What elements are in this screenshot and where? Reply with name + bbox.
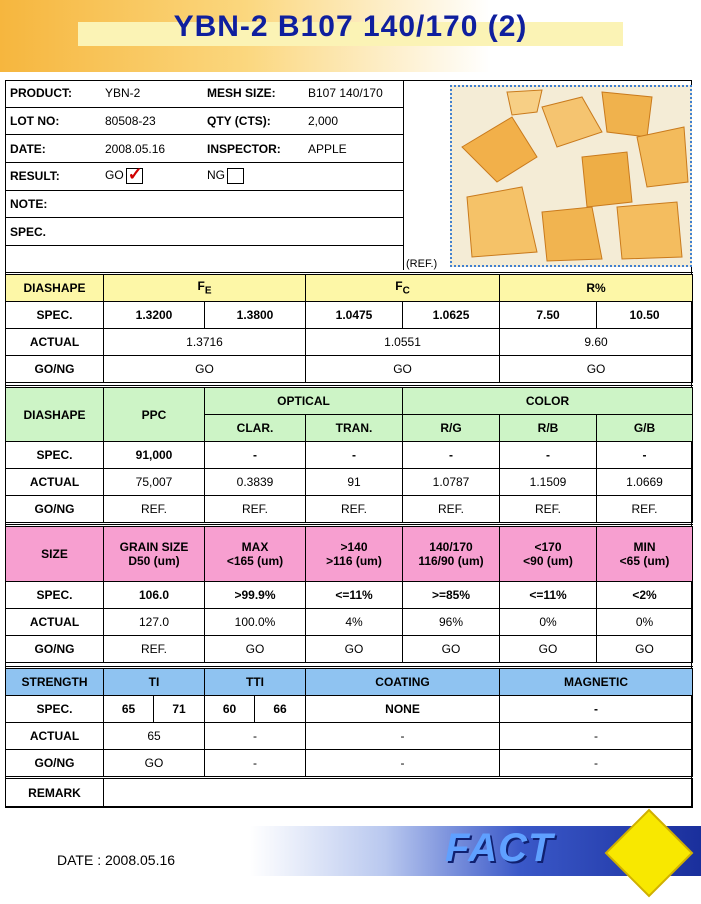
gong-cell: REF. — [104, 636, 205, 663]
row-label: ACTUAL — [6, 469, 104, 496]
actual-cell: 1.3716 — [104, 329, 306, 356]
table-optical-color — [5, 385, 693, 523]
gong-cell: - — [500, 750, 693, 778]
inspector-value: APPLE — [303, 135, 403, 163]
actual-cell: 75,007 — [104, 469, 205, 496]
spec-cell: NONE — [306, 696, 500, 723]
row-label: ACTUAL — [6, 609, 104, 636]
h-line1: MAX — [241, 540, 269, 554]
gong-cell: REF. — [500, 496, 597, 523]
go-checkbox[interactable] — [126, 164, 143, 185]
actual-cell: 1.0551 — [306, 329, 500, 356]
row-label: GO/NG — [6, 356, 104, 383]
h-line1: MIN — [633, 540, 656, 554]
color-header: COLOR — [403, 387, 693, 415]
actual-cell: 127.0 — [104, 609, 205, 636]
coating-header: COATING — [306, 668, 500, 696]
actual-cell: - — [205, 723, 306, 750]
note-label: NOTE: — [5, 190, 100, 218]
magnetic-header: MAGNETIC — [500, 668, 693, 696]
lot-label: LOT NO: — [5, 107, 100, 135]
spec-cell: 1.3800 — [205, 302, 306, 329]
sub-header: TRAN. — [306, 415, 403, 442]
r-header: R% — [500, 274, 693, 302]
gong-cell: GO — [104, 750, 205, 778]
row-label: GO/NG — [6, 636, 104, 663]
actual-cell: 1.1509 — [500, 469, 597, 496]
h-line1: GRAIN SIZE — [119, 540, 189, 554]
actual-cell: 91 — [306, 469, 403, 496]
row-label: GO/NG — [6, 750, 104, 778]
lot-value: 80508-23 — [100, 107, 202, 135]
page-title: YBN-2 B107 140/170 (2) — [173, 10, 528, 43]
size-col-header — [205, 526, 306, 582]
actual-cell: 1.0787 — [403, 469, 500, 496]
mesh-value: B107 140/170 — [303, 80, 403, 107]
size-col-header — [306, 526, 403, 582]
size-col-header — [500, 526, 597, 582]
table-strength — [5, 666, 693, 808]
result-ng — [202, 163, 303, 191]
qty-label: QTY (CTS): — [202, 107, 303, 135]
gong-cell: - — [205, 750, 306, 778]
spec-cell: - — [500, 442, 597, 469]
h-line2: 116/90 (um) — [418, 554, 484, 568]
spec-cell: >99.9% — [205, 582, 306, 609]
row-label: SPEC. — [6, 302, 104, 329]
row-label: GO/NG — [6, 496, 104, 523]
fe-sub: E — [204, 285, 212, 297]
inspector-label: INSPECTOR: — [202, 135, 303, 163]
actual-cell: 0% — [597, 609, 693, 636]
fe-header — [104, 274, 306, 302]
spec-cell: <2% — [597, 582, 693, 609]
h-line1: >140 — [340, 540, 368, 554]
fact-logo: FACT — [445, 826, 554, 870]
diashape-header: DIASHAPE — [6, 387, 104, 442]
gong-cell: GO — [403, 636, 500, 663]
spec-cell: 1.0475 — [306, 302, 403, 329]
tti-header: TTI — [205, 668, 306, 696]
info-table — [5, 80, 403, 273]
sub-header: R/G — [403, 415, 500, 442]
remark-value — [104, 778, 693, 808]
table-size — [5, 524, 693, 663]
ng-checkbox[interactable] — [227, 168, 244, 184]
optical-header: OPTICAL — [205, 387, 403, 415]
spec-cell: 60 — [205, 696, 255, 723]
actual-cell: 100.0% — [205, 609, 306, 636]
gong-cell: GO — [306, 356, 500, 383]
actual-cell: 1.0669 — [597, 469, 693, 496]
actual-cell: - — [500, 723, 693, 750]
gong-cell: GO — [306, 636, 403, 663]
spec-cell: - — [597, 442, 693, 469]
row-label: SPEC. — [6, 442, 104, 469]
spec-cell: 10.50 — [597, 302, 693, 329]
sub-header: R/B — [500, 415, 597, 442]
spec-cell: 71 — [154, 696, 205, 723]
qty-value: 2,000 — [303, 107, 403, 135]
row-label: ACTUAL — [6, 723, 104, 750]
actual-cell: 4% — [306, 609, 403, 636]
diashape-header: DIASHAPE — [6, 274, 104, 302]
spec-cell: 66 — [255, 696, 306, 723]
gong-cell: REF. — [403, 496, 500, 523]
actual-cell: 9.60 — [500, 329, 693, 356]
footer-date: DATE : 2008.05.16 — [57, 852, 176, 868]
ng-label: NG — [207, 168, 225, 183]
crystals-image — [452, 87, 690, 265]
strength-header: STRENGTH — [6, 668, 104, 696]
spec-label: SPEC. — [5, 218, 100, 246]
row-label: SPEC. — [6, 696, 104, 723]
actual-cell: 65 — [104, 723, 205, 750]
actual-cell: - — [306, 723, 500, 750]
gong-cell: REF. — [597, 496, 693, 523]
diamond-icon — [604, 808, 694, 898]
gong-cell: REF. — [306, 496, 403, 523]
fc-sub: C — [402, 285, 410, 297]
go-label: GO — [105, 168, 124, 183]
row-label: SPEC. — [6, 582, 104, 609]
gong-cell: GO — [500, 356, 693, 383]
product-label: PRODUCT: — [5, 80, 100, 107]
spec-cell: 1.3200 — [104, 302, 205, 329]
gong-cell: REF. — [205, 496, 306, 523]
table-optical-dims — [5, 272, 693, 383]
spec-cell: 1.0625 — [403, 302, 500, 329]
result-label: RESULT: — [5, 163, 100, 191]
ref-label: (REF.) — [406, 258, 438, 270]
check-icon: ✓ — [127, 164, 143, 185]
date-value: 2008.05.16 — [100, 135, 202, 163]
ti-header: TI — [104, 668, 205, 696]
spec-cell: - — [500, 696, 693, 723]
fe-main: F — [197, 279, 205, 294]
ppc-header: PPC — [104, 387, 205, 442]
sub-header: G/B — [597, 415, 693, 442]
spec-cell: <=11% — [306, 582, 403, 609]
actual-cell: 0% — [500, 609, 597, 636]
gong-cell: - — [306, 750, 500, 778]
spec-cell: <=11% — [500, 582, 597, 609]
spec-cell: >=85% — [403, 582, 500, 609]
h-line1: <170 — [534, 540, 562, 554]
h-line2: <165 (um) — [226, 554, 284, 568]
h-line1: 140/170 — [429, 540, 473, 554]
spec-cell: - — [403, 442, 500, 469]
h-line2: <65 (um) — [619, 554, 670, 568]
size-col-header — [597, 526, 693, 582]
gong-cell: GO — [597, 636, 693, 663]
gong-cell: REF. — [104, 496, 205, 523]
product-value: YBN-2 — [100, 80, 202, 107]
mesh-label: MESH SIZE: — [202, 80, 303, 107]
actual-cell: 96% — [403, 609, 500, 636]
h-line2: <90 (um) — [523, 554, 573, 568]
row-label: ACTUAL — [6, 329, 104, 356]
gong-cell: GO — [104, 356, 306, 383]
spec-cell: 91,000 — [104, 442, 205, 469]
spec-cell: 65 — [104, 696, 154, 723]
spec-cell: - — [205, 442, 306, 469]
h-line2: >116 (um) — [326, 554, 382, 568]
size-col-header — [104, 526, 205, 582]
sub-header: CLAR. — [205, 415, 306, 442]
spec-cell: - — [306, 442, 403, 469]
result-go — [100, 163, 202, 191]
remark-label: REMARK — [6, 778, 104, 808]
crystal-photo — [450, 85, 692, 267]
gong-cell: GO — [500, 636, 597, 663]
spec-cell: 7.50 — [500, 302, 597, 329]
actual-cell: 0.3839 — [205, 469, 306, 496]
h-line2: D50 (um) — [128, 554, 180, 568]
size-col-header — [403, 526, 500, 582]
spec-cell: 106.0 — [104, 582, 205, 609]
fc-main: F — [395, 279, 403, 294]
gong-cell: GO — [205, 636, 306, 663]
size-header: SIZE — [6, 526, 104, 582]
date-label: DATE: — [5, 135, 100, 163]
fc-header — [306, 274, 500, 302]
